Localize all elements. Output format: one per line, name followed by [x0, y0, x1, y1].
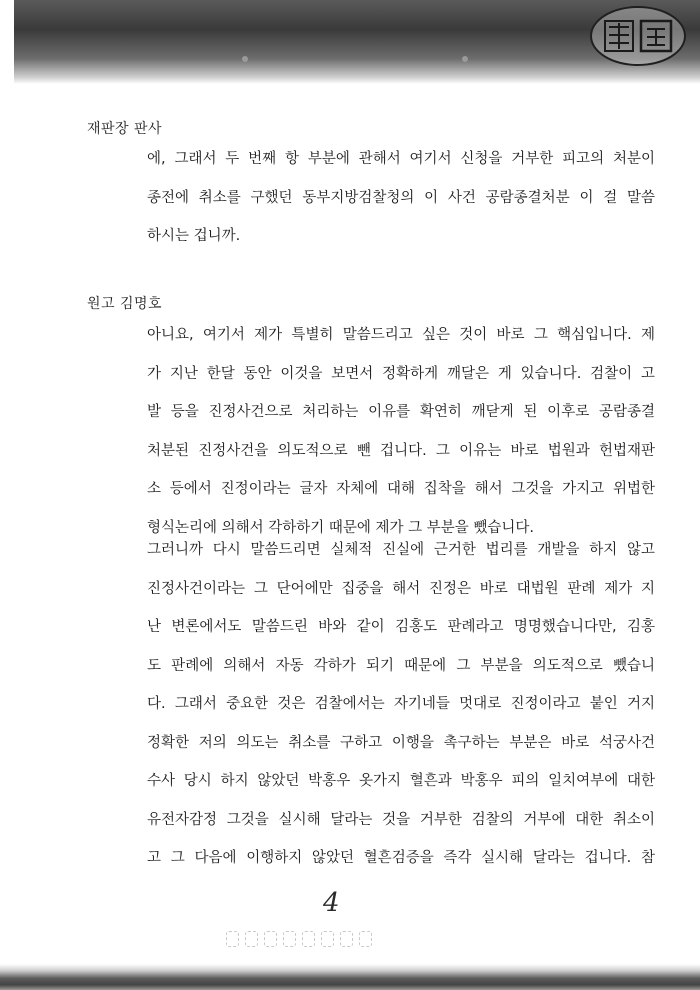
text-line: 소 등에서 진정이라는 글자 자체에 대해 집착을 해서 그것을 가지고 위법한 — [147, 481, 655, 497]
scan-shadow-bottom — [0, 964, 700, 990]
stamp-mark — [264, 931, 277, 947]
text-line: 수사 당시 하지 않았던 박홍우 옷가지 혈흔과 박홍우 피의 일치여부에 대한 — [147, 773, 655, 789]
faint-stamp-marks — [226, 928, 372, 950]
text-line: 유전자감정 그것을 실시해 달라는 것을 거부한 검찰의 거부에 대한 취소이 — [147, 811, 655, 828]
text-line: 진정사건이라는 그 단어에만 집중을 해서 진정은 바로 대법원 판례 제가 지 — [147, 580, 655, 597]
text-line: 종전에 취소를 구했던 동부지방검찰청의 이 사건 공람종결처분 이 걸 말씀 — [147, 189, 655, 206]
punch-hole — [242, 56, 248, 62]
stamp-mark — [302, 931, 315, 947]
text-line: 아니요, 여기서 제가 특별히 말씀드리고 싶은 것이 바로 그 핵심입니다. 제 — [147, 327, 655, 343]
text-line: 하시는 겁니까. — [147, 228, 241, 244]
speech-paragraph — [147, 531, 655, 878]
stamp-mark — [359, 931, 372, 947]
text-line: 다. 그래서 중요한 것은 검찰에서는 자기네들 멋대로 진정이라고 붙인 거지 — [147, 696, 655, 712]
stamp-mark — [283, 931, 296, 947]
court-seal-stamp — [590, 6, 686, 66]
text-line: 가 지난 한달 동안 이것을 보면서 정확하게 깨달은 게 있습니다. 검찰이 고 — [147, 365, 655, 382]
text-line: 고 그 다음에 이행하지 않았던 혈흔검증을 즉각 실시해 달라는 겁니다. 참 — [147, 850, 655, 866]
text-line: 난 변론에서도 말씀드린 바와 같이 김홍도 판례라고 명명했습니다만, 김홍 — [147, 619, 655, 635]
speech-paragraph — [147, 316, 655, 547]
text-line: 형식논리에 의해서 각하하기 때문에 제가 그 부분을 뺐습니다. — [147, 519, 535, 536]
text-line: 에, 그래서 두 번째 항 부분에 관해서 여기서 신청을 거부한 피고의 처분이 — [147, 151, 655, 167]
stamp-mark — [321, 931, 334, 947]
stamp-mark — [245, 931, 258, 947]
text-line: 정확한 저의 의도는 취소를 구하고 이행을 촉구하는 부분은 바로 석궁사건 — [147, 734, 655, 751]
text-line: 처분된 진정사건을 의도적으로 뺀 겁니다. 그 이유는 바로 법원과 헌법재판 — [147, 442, 655, 459]
speaker-label: 재판장 판사 — [87, 121, 163, 137]
punch-hole — [462, 56, 468, 62]
seal-graphic — [599, 15, 677, 57]
text-line: 도 판례에 의해서 자동 각하가 되기 때문에 그 부분을 의도적으로 뺐습니 — [147, 657, 655, 674]
stamp-mark — [340, 931, 353, 947]
speech-paragraph — [147, 140, 655, 256]
page-number: 4 — [323, 888, 340, 918]
speaker-label: 원고 김명호 — [87, 296, 163, 312]
text-line: 발 등을 진정사건으로 처리하는 이유를 확연히 깨닫게 된 이후로 공람종결 — [147, 404, 655, 420]
stamp-mark — [226, 931, 239, 947]
text-line: 그러니까 다시 말씀드리면 실체적 진실에 근거한 법리를 개발을 하지 않고 — [147, 542, 655, 558]
